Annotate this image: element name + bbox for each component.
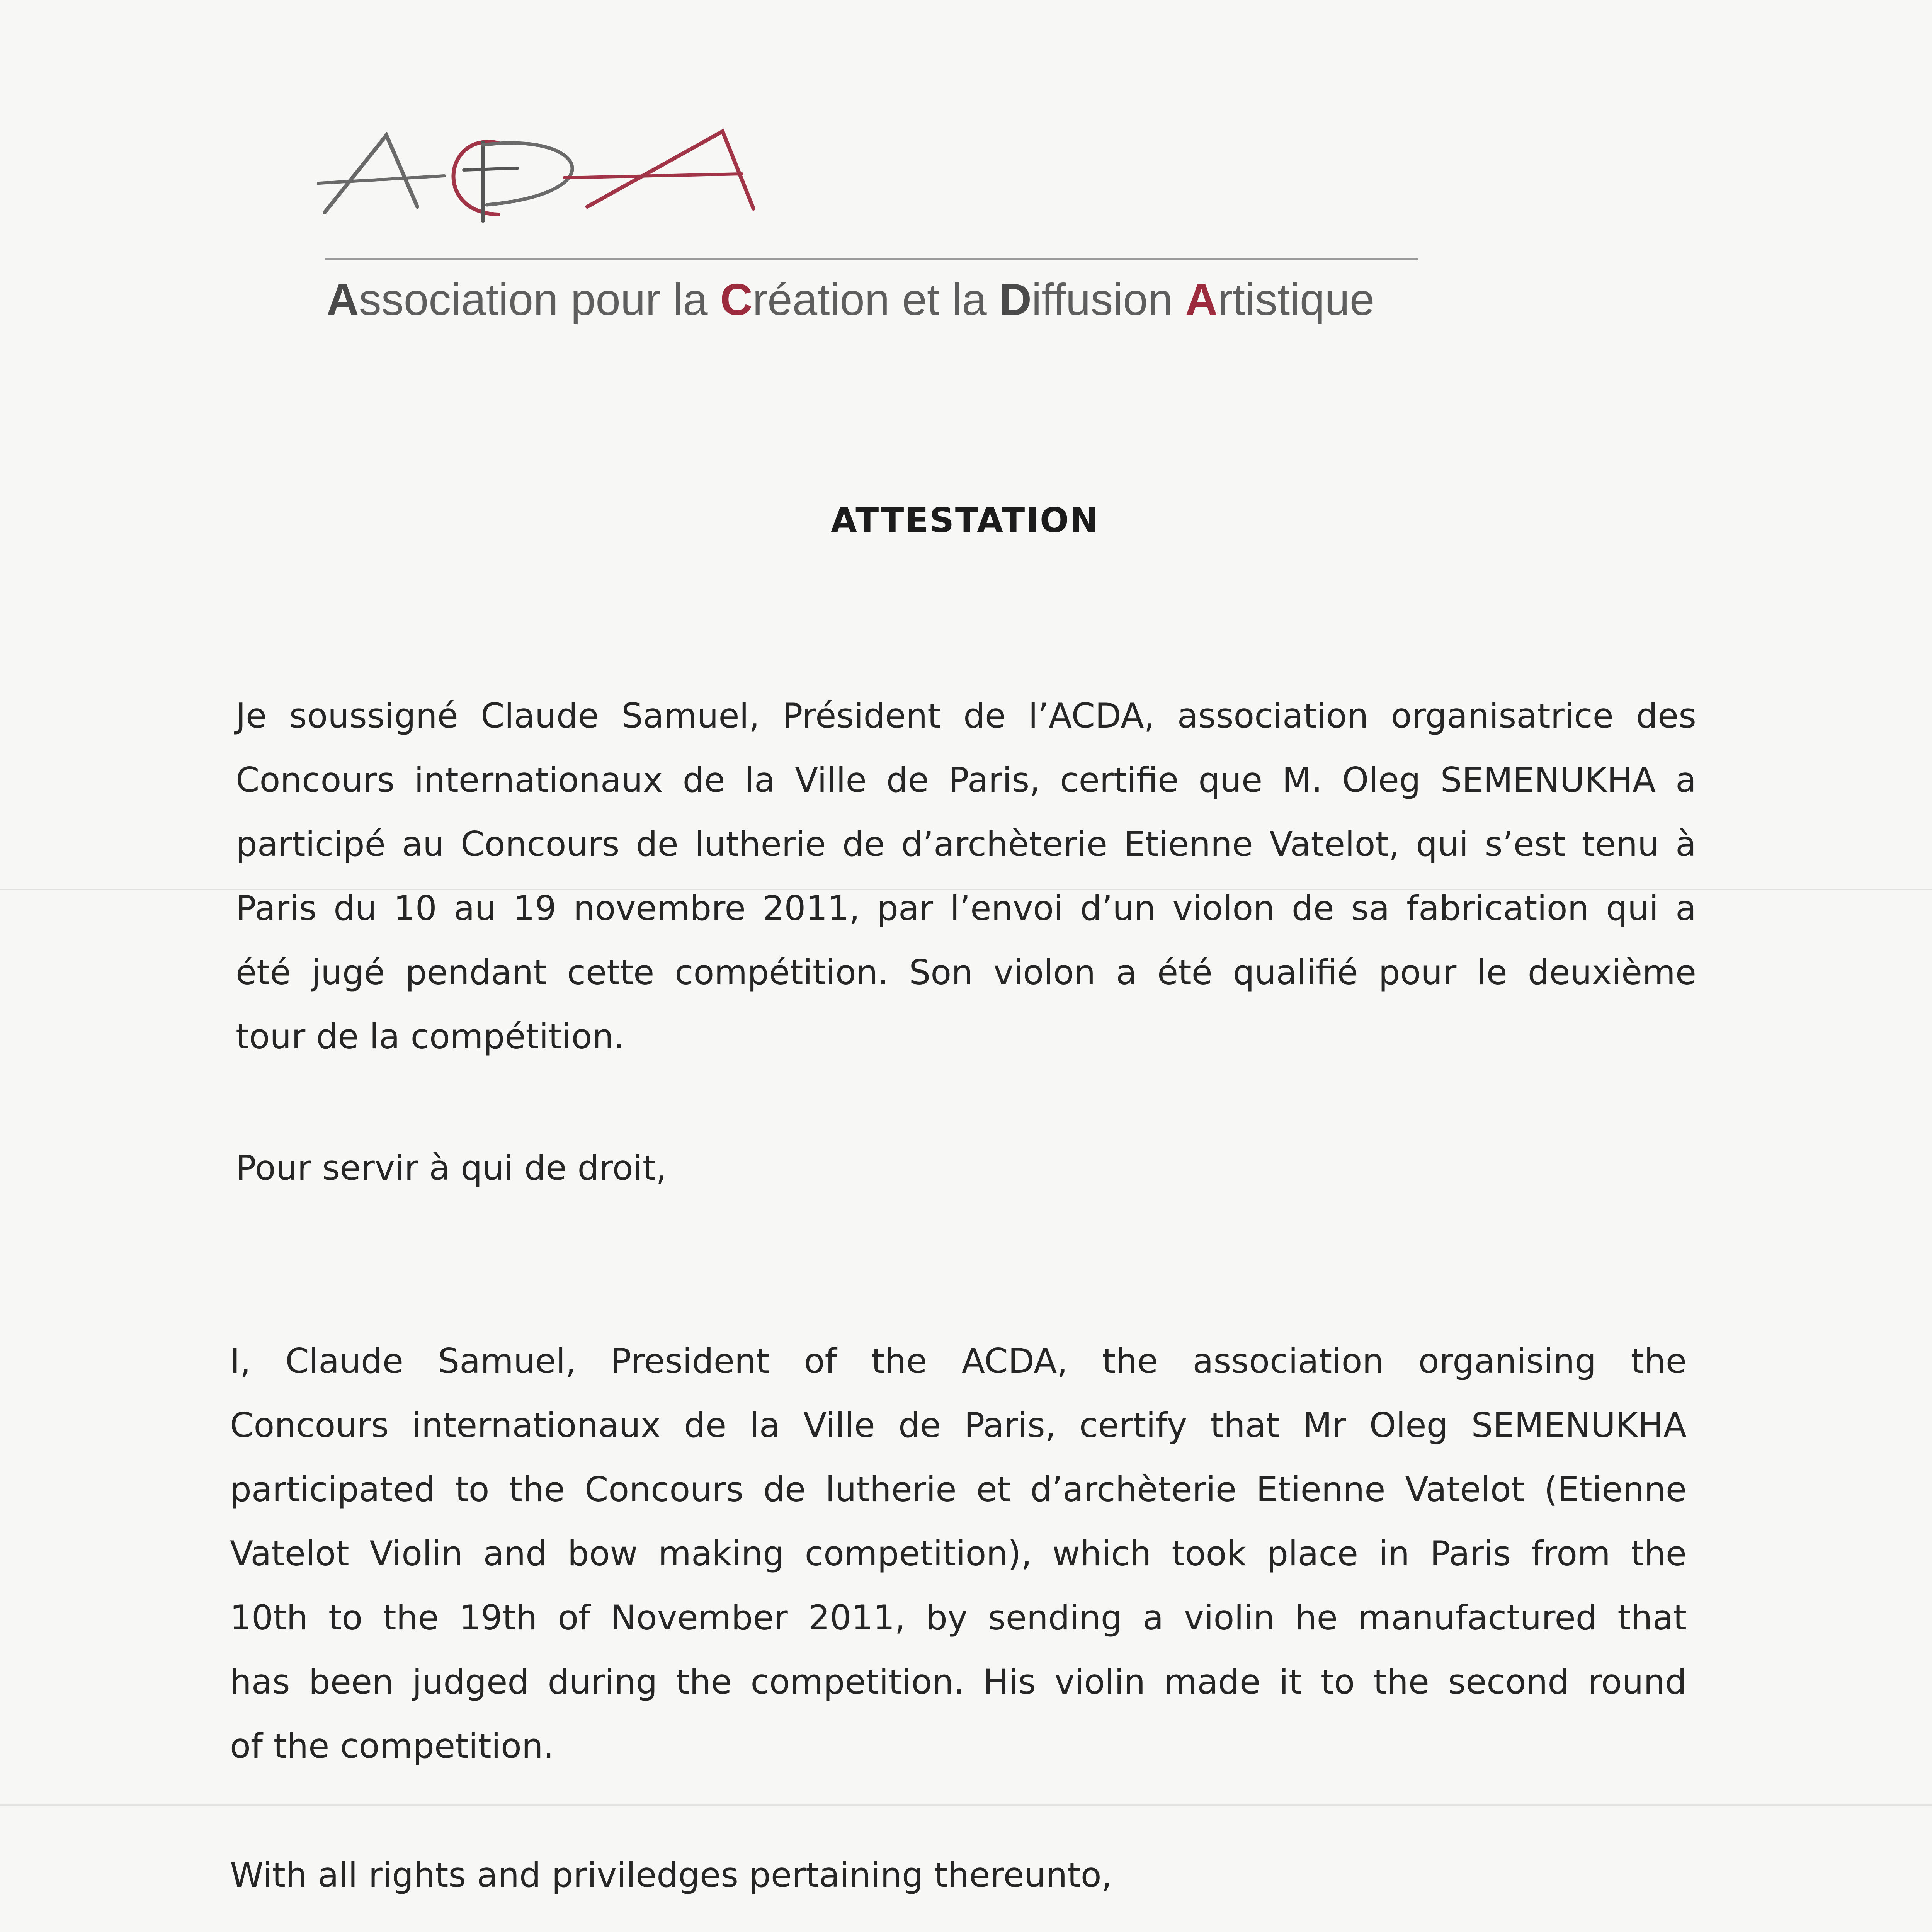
paragraph-line: I, Claude Samuel, President of the ACDA, the association organising the — [230, 1341, 1687, 1381]
paragraph-line: été jugé pendant cette compétition. Son violon a été qualifié pour le deuxième — [236, 952, 1696, 992]
paragraph-line: Paris du 10 au 19 novembre 2011, par l’envoi d’un violon de sa fabrication qui a — [236, 888, 1696, 928]
org-word: ssociation pour la — [359, 274, 720, 325]
org-word: rtistique — [1218, 274, 1375, 325]
paragraph-line: participated to the Concours de lutherie et d’archèterie Etienne Vatelot (Etienne — [230, 1469, 1687, 1509]
paragraph-line: participé au Concours de lutherie de d’archèterie Etienne Vatelot, qui s’est tenu à — [236, 824, 1696, 864]
french-paragraph — [236, 684, 1696, 1069]
acda-logo — [317, 116, 858, 232]
paragraph-line: 10th to the 19th of November 2011, by sending a violin he manufactured that — [230, 1598, 1687, 1638]
paragraph-line: Vatelot Violin and bow making competition), which took place in Paris from the — [230, 1534, 1687, 1573]
english-closing: With all rights and priviledges pertaining thereunto, — [230, 1855, 1112, 1895]
paragraph-line: Concours internationaux de la Ville de Paris, certifie que M. Oleg SEMENUKHA a — [236, 760, 1696, 800]
english-paragraph — [230, 1329, 1687, 1778]
paragraph-line: has been judged during the competition. His violin made it to the second round — [230, 1662, 1687, 1702]
org-initial: D — [999, 274, 1032, 325]
paragraph-line: Je soussigné Claude Samuel, Président de l’ACDA, association organisatrice des — [236, 696, 1696, 736]
org-word: réation et la — [752, 274, 999, 325]
paragraph-line: tour de la compétition. — [236, 1017, 625, 1056]
paragraph-line: Concours internationaux de la Ville de Paris, certify that Mr Oleg SEMENUKHA — [230, 1405, 1687, 1445]
french-closing: Pour servir à qui de droit, — [236, 1148, 667, 1188]
organization-name — [327, 274, 1374, 325]
header-rule — [325, 258, 1418, 260]
org-initial: A — [327, 274, 359, 325]
org-word: iffusion — [1031, 274, 1185, 325]
org-initial: C — [720, 274, 753, 325]
paper-fold-line — [0, 1804, 1932, 1806]
paragraph-line: of the competition. — [230, 1726, 554, 1766]
org-initial: A — [1185, 274, 1218, 325]
document-title: ATTESTATION — [831, 500, 1100, 540]
